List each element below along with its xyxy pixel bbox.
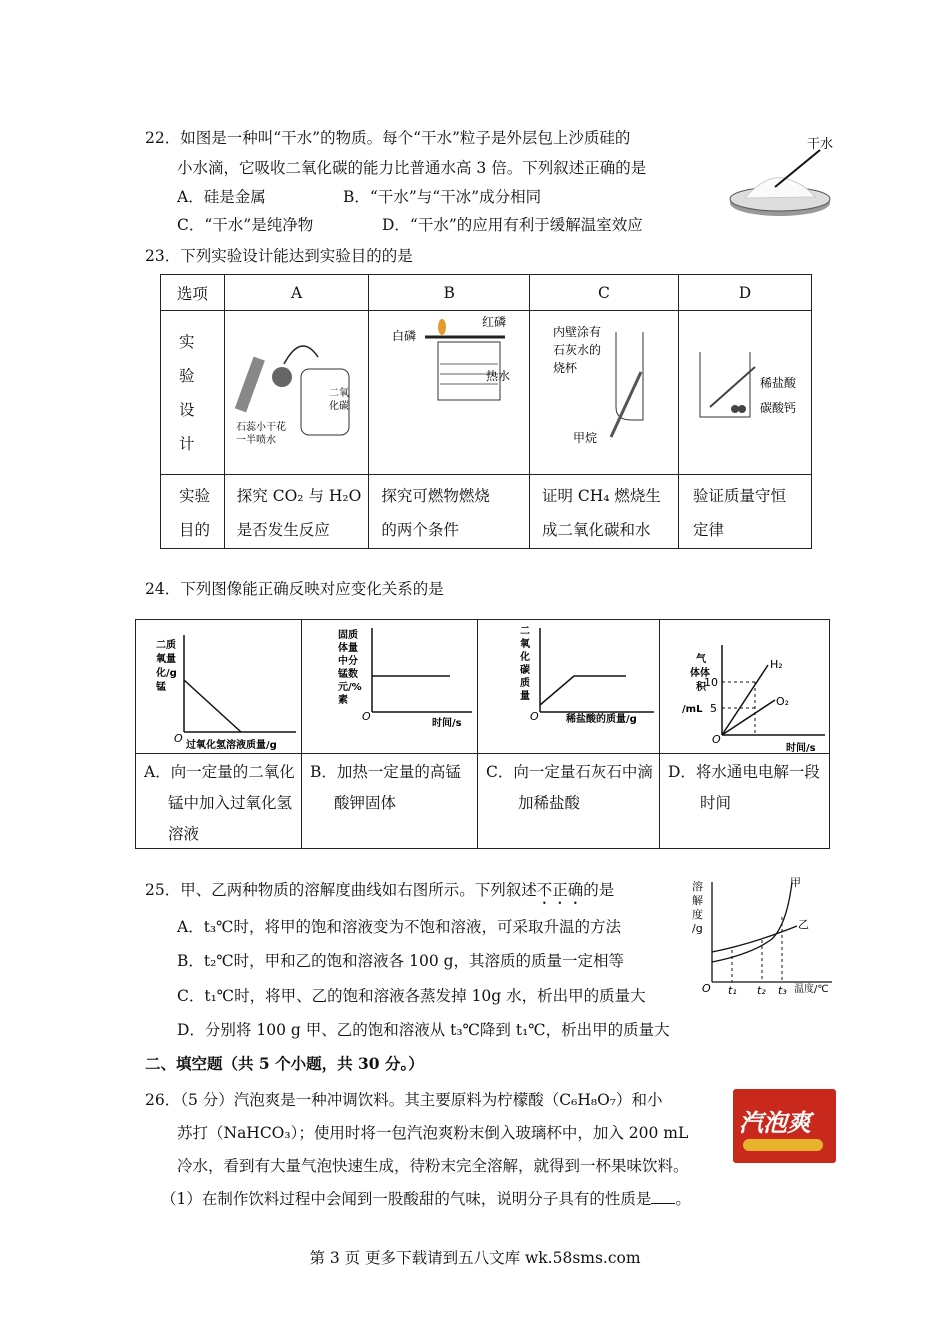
svg-text:碳: 碳	[520, 665, 530, 676]
dry-water-image	[725, 130, 845, 230]
svg-text:体体: 体体	[690, 668, 710, 679]
svg-text:稀盐酸: 稀盐酸	[760, 376, 797, 390]
svg-text:/g: /g	[692, 922, 703, 935]
q23-design-d	[679, 311, 812, 475]
bubble-drink-logo	[733, 1089, 836, 1163]
svg-text:时间/s: 时间/s	[432, 718, 462, 729]
graph-c	[478, 620, 659, 753]
svg-text:石蕊小干花: 石蕊小干花	[235, 422, 286, 433]
q23-header-c: C	[529, 275, 678, 311]
svg-text:中分: 中分	[338, 656, 358, 667]
svg-text:白磷: 白磷	[392, 329, 417, 343]
svg-text:甲烷: 甲烷	[572, 431, 597, 445]
svg-text:烧杯: 烧杯	[552, 361, 577, 375]
svg-text:O: O	[702, 982, 711, 995]
bubble-drink-logo-text: 汽泡爽	[739, 1109, 811, 1137]
q23-header-option: 选项	[161, 275, 225, 311]
q25-option-b: B．t₂℃时，甲和乙的饱和溶液各 100 g，其溶质的质量一定相等	[177, 952, 625, 970]
svg-text:温度/℃: 温度/℃	[794, 984, 829, 995]
q25-option-a: A．t₃℃时，将甲的饱和溶液变为不饱和溶液，可采取升温的方法	[177, 918, 621, 936]
q22-option-d: D．“干水”的应用有利于缓解温室效应	[382, 216, 643, 234]
q25-option-c: C．t₁℃时，将甲、乙的饱和溶液各蒸发掉 10g 水，析出甲的质量大	[177, 987, 646, 1005]
q24-option-d: D．将水通电电解一段 时间	[668, 763, 820, 812]
svg-text:石灰水的: 石灰水的	[552, 343, 601, 357]
solubility-graph	[692, 874, 840, 998]
svg-text:H₂: H₂	[770, 658, 783, 671]
svg-text:积: 积	[696, 682, 706, 693]
q23-purpose-d: 验证质量守恒 定律	[679, 475, 812, 549]
svg-text:稀盐酸的质量/g: 稀盐酸的质量/g	[566, 714, 637, 725]
svg-text:5: 5	[710, 702, 717, 715]
graph-d	[660, 620, 828, 753]
svg-text:元/%: 元/%	[338, 682, 362, 693]
svg-text:溶: 溶	[692, 880, 703, 893]
svg-text:碳酸钙: 碳酸钙	[760, 401, 797, 415]
q22-line2: 小水滴，它吸收二氧化碳的能力比普通水高 3 倍。下列叙述正确的是	[177, 159, 647, 177]
svg-text:O: O	[712, 733, 721, 746]
svg-text:热水: 热水	[486, 369, 511, 383]
graph-a	[136, 620, 301, 753]
svg-text:过氧化氢溶液质量/g: 过氧化氢溶液质量/g	[186, 740, 277, 751]
svg-text:10: 10	[704, 676, 718, 689]
svg-text:锰: 锰	[156, 682, 166, 693]
svg-text:乙: 乙	[798, 918, 809, 931]
svg-text:质: 质	[520, 678, 530, 689]
svg-text:体量: 体量	[338, 643, 358, 654]
q23-table	[160, 274, 812, 549]
q24-option-a: A．向一定量的二氧化 锰中加入过氧化氢 溶液	[144, 763, 295, 843]
svg-text:锰数: 锰数	[338, 669, 358, 680]
q26-line1: 26．（5 分）汽泡爽是一种冲调饮料。其主要原料为柠檬酸（C₆H₈O₇）和小	[145, 1091, 663, 1109]
svg-text:化/g: 化/g	[156, 668, 177, 679]
q26-sub1: （1）在制作饮料过程中会闻到一股酸甜的气味，说明分子具有的性质是 。	[161, 1190, 691, 1208]
q23-header-b: B	[369, 275, 530, 311]
svg-text:量: 量	[520, 691, 530, 702]
svg-text:二氧: 二氧	[328, 388, 349, 399]
svg-text:t₁: t₁	[728, 984, 737, 997]
svg-text:度: 度	[692, 908, 703, 921]
svg-text:O: O	[530, 710, 539, 723]
q25-option-d: D．分别将 100 g 甲、乙的饱和溶液从 t₃℃降到 t₁℃，析出甲的质量大	[177, 1021, 670, 1039]
svg-text:气: 气	[696, 654, 706, 665]
q24-option-b: B．加热一定量的高锰 酸钾固体	[310, 763, 461, 812]
q24-option-c: C．向一定量石灰石中滴 加稀盐酸	[486, 763, 653, 812]
svg-text:红磷: 红磷	[482, 315, 507, 329]
q24-table	[135, 619, 830, 849]
q23-purpose-c: 证明 CH₄ 燃烧生 成二氧化碳和水	[529, 475, 678, 549]
svg-text:化碳: 化碳	[328, 401, 349, 412]
svg-text:O₂: O₂	[776, 695, 790, 708]
svg-text:甲: 甲	[790, 876, 801, 889]
q22-option-c: C．“干水”是纯净物	[177, 216, 314, 234]
page-footer: 第 3 页 更多下载请到五八文库 wk.58sms.com	[309, 1249, 641, 1267]
q22-option-a: A．硅是金属	[177, 188, 266, 206]
svg-text:内壁涂有: 内壁涂有	[552, 325, 601, 339]
graph-b	[302, 620, 477, 753]
q25-stem: 25．甲、乙两种物质的溶解度曲线如右图所示。下列叙述不正确的是	[145, 881, 615, 899]
q23-row-design-label: 实 验 设 计	[161, 311, 225, 475]
svg-text:t₃: t₃	[778, 984, 787, 997]
svg-text:/mL: /mL	[682, 704, 703, 715]
q23-header-a: A	[224, 275, 369, 311]
q23-design-b	[369, 311, 530, 475]
dry-water-label: 干水	[807, 137, 834, 152]
svg-text:氧量: 氧量	[156, 654, 176, 665]
svg-text:解: 解	[692, 894, 703, 907]
svg-text:固质: 固质	[338, 630, 358, 641]
q24-stem: 24．下列图像能正确反映对应变化关系的是	[145, 580, 444, 598]
svg-text:t₂: t₂	[757, 984, 766, 997]
svg-text:一半喷水: 一半喷水	[235, 435, 276, 446]
q22-line1: 22．如图是一种叫“干水”的物质。每个“干水”粒子是外层包上沙质硅的	[145, 129, 631, 147]
svg-text:氧: 氧	[520, 639, 530, 650]
q23-design-a	[224, 311, 369, 475]
q26-line2: 苏打（NaHCO₃）；使用时将一包汽泡爽粉末倒入玻璃杯中，加入 200 mL	[177, 1124, 689, 1142]
q23-purpose-a: 探究 CO₂ 与 H₂O 是否发生反应	[224, 475, 369, 549]
q23-purpose-b: 探究可燃物燃烧 的两个条件	[369, 475, 530, 549]
q23-row-purpose-label: 实验 目的	[161, 475, 225, 549]
q26-line3: 冷水，看到有大量气泡快速生成，待粉末完全溶解，就得到一杯果味饮料。	[177, 1157, 689, 1175]
q22-option-b: B．“干水”与“干冰”成分相同	[343, 188, 542, 206]
q23-design-c	[529, 311, 678, 475]
svg-text:化: 化	[520, 652, 530, 663]
svg-text:二质: 二质	[156, 640, 176, 651]
svg-text:时间/s: 时间/s	[786, 743, 816, 753]
q23-header-d: D	[679, 275, 812, 311]
svg-text:O: O	[362, 710, 371, 723]
q23-stem: 23．下列实验设计能达到实验目的的是	[145, 247, 413, 265]
svg-text:二: 二	[520, 626, 530, 637]
svg-text:O: O	[174, 732, 183, 745]
svg-text:素: 素	[338, 695, 348, 706]
section-2-heading: 二、填空题（共 5 个小题，共 30 分。）	[145, 1054, 424, 1073]
